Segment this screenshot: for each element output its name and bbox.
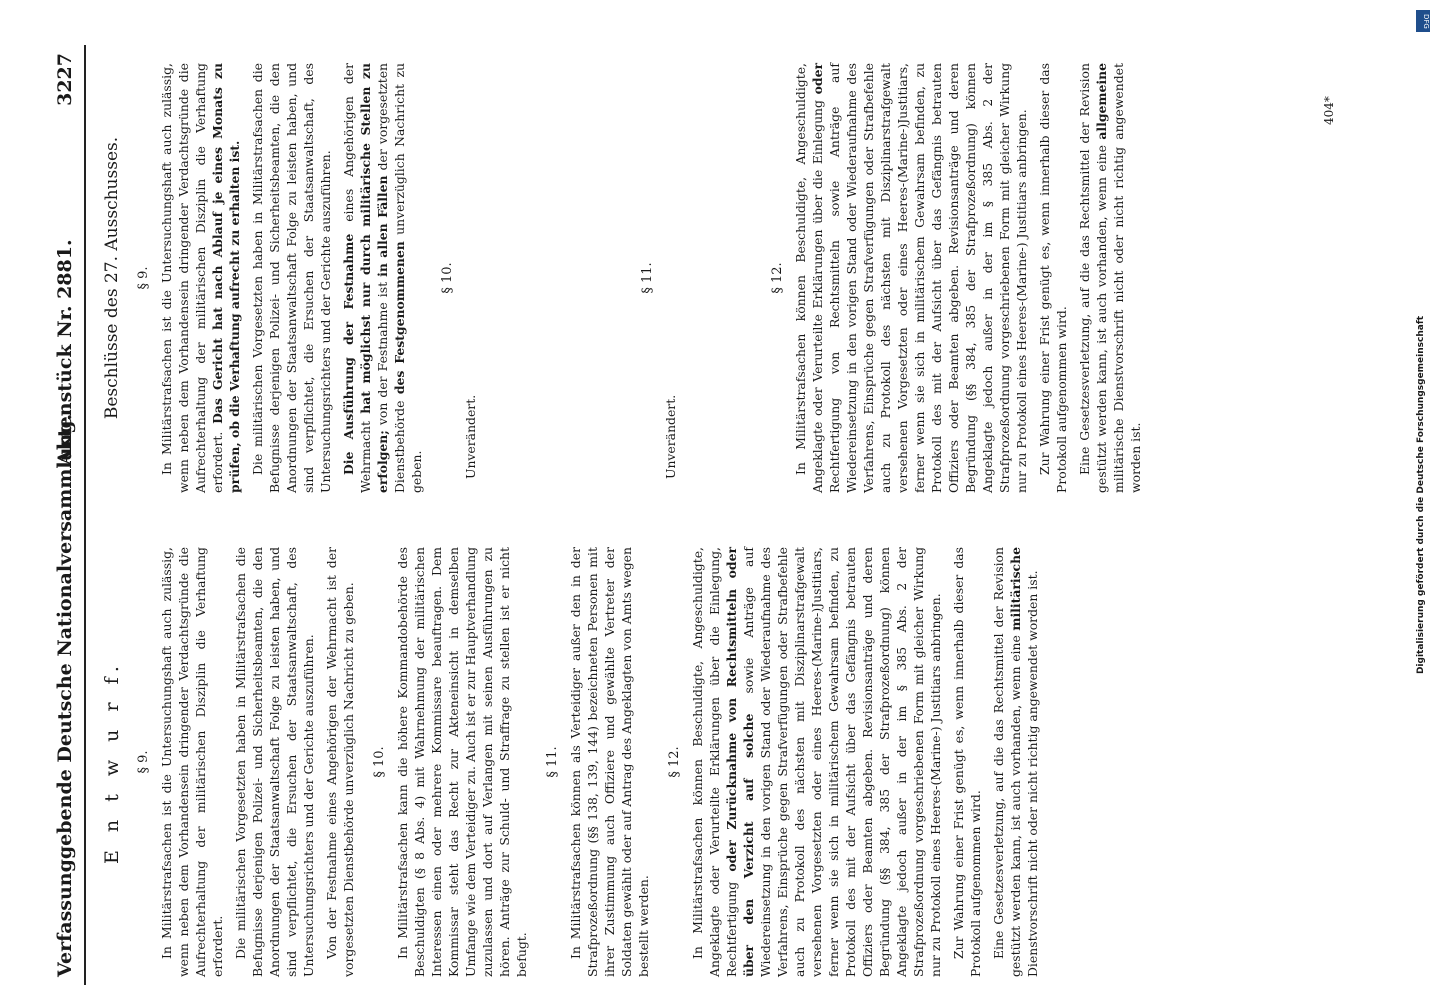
text-run: Dienstvorschrift nicht oder nicht richtig angewendet worden ist. [1025, 570, 1040, 977]
paragraph: Zur Wahrung einer Frist genügt es, wenn innerhalb dieser das Protokoll aufgenommen wird. [1037, 63, 1069, 493]
text-run: eines Angehörigen der Wehrmacht [341, 62, 373, 493]
paragraph [689, 547, 944, 977]
sheet-signature: 404* [1322, 96, 1336, 125]
paragraph: In Militärstrafsachen ist die Untersuchungshaft auch zulässig, wenn neben dem Vorhandensein dringender Verdachtsgründe die Aufrechterhaltung der militärischen Disziplin die Verhaftung erfordert. [159, 547, 225, 977]
emphasis-text: Die Ausführung der Festnahme [341, 233, 356, 475]
paragraph: Von der Festnahme eines Angehörigen der Wehrmacht ist der vorgesetzten Dienstbehörde unverzüglich Nachricht zu geben. [324, 547, 356, 977]
header-title: Verfassunggebende Deutsche Nationalversammlung. [54, 413, 76, 977]
emphasis-text: hat möglichst nur durch militärische Stellen zu erfolgen; [358, 63, 390, 493]
section-heading-11: § 11. [545, 746, 560, 778]
paragraph: Zur Wahrung einer Frist genügt es, wenn innerhalb dieser das Protokoll aufgenommen wird. [951, 547, 983, 977]
paragraph [158, 63, 243, 493]
emphasis-text: in allen Fällen [375, 175, 390, 277]
text-run: Eine Gesetzesverletzung, auf die das Rechtsmittel der Revision gestützt werden kann, ist auch vorhanden, wenn eine [991, 547, 1023, 977]
draft-column [98, 547, 1047, 977]
text-run: In Militärstrafsachen ist die Untersuchungshaft auch zulässig, wenn neben dem Vorhandensein dringender Verdachtsgründe die Aufrechterhaltung der militärischen Disziplin die Verhaftung erfordert. [159, 63, 225, 493]
paragraph: In Militärstrafsachen kann die höhere Kommandobehörde des Beschuldigten (§ 8 Abs. 4) mit Wahrnehmung der militärischen Interessen einen oder mehrere Kommissare beauftragen. Dem Kommissar steht das Recht zur Akteneinsicht in demselben Umfange wie dem Verteidiger zu. Auch ist er zur Hauptverhandlung zuzulassen und dort auf Verlangen mit seinen Ausführungen zu hören. Anträge zur Schuld- und Straffrage zu stellen ist er nicht befugt. [395, 547, 529, 977]
page-number: 3227 [54, 53, 76, 106]
text-run: In Militärstrafsachen können Beschuldigte, Angeschuldigte, Angeklagte oder Verurteilte Erklärungen über die Einlegung, Rechtfertigung [690, 547, 739, 977]
column-title-committee: Beschlüsse des 27. Ausschusses. [102, 136, 122, 420]
unchanged-note: Unverändert. [663, 394, 678, 479]
section-heading-12: § 12. [770, 262, 785, 294]
digitization-watermark [1416, 10, 1430, 995]
paragraph [990, 547, 1041, 977]
paragraph: Die militärischen Vorgesetzten haben in Militärstrafsachen die Befugnisse derjenigen Polizei- und Sicherheitsbeamten, die den Anordnungen der Staatsanwaltschaft Folge zu leisten haben, und sind verpflichtet, die Ersuchen der Staatsanwaltschaft, des Untersuchungsrichters und der Gerichte auszuführen. [233, 547, 316, 977]
section-heading-9: § 9. [136, 750, 151, 774]
section-heading-10: § 10. [372, 746, 387, 778]
section-heading-12: § 12. [667, 746, 682, 778]
emphasis-text: Das Gericht hat nach Ablauf je eines Monats zu prüfen, ob die Verhaftung aufrecht zu erhalten ist. [210, 63, 242, 493]
section-heading-10: § 10. [440, 262, 455, 294]
text-run: In Militärstrafsachen können Beschuldigte, Angeschuldigte, Angeklagte oder Verurteilte Erklärungen über die Einlegung [793, 63, 825, 493]
emphasis-text: oder [810, 63, 825, 95]
paragraph: In Militärstrafsachen können als Verteidiger außer den in der Strafprozeßordnung (§§ 138, 139, 144) bezeichneten Personen mit ihrer Zustimmung auch Offiziere und gewählte Vertreter der Soldaten gewählt oder auf Antrag des Angeklagten von Amts wegen bestellt werden. [568, 547, 651, 977]
text-run: von der Festnahme ist [375, 276, 390, 431]
emphasis-text: des Festgenommenen [392, 241, 407, 395]
section-heading-11: § 11. [640, 262, 655, 294]
unchanged-note: Unverändert. [463, 394, 478, 479]
paragraph [1076, 63, 1144, 493]
watermark-text: Digitalisierung gefördert durch die Deutsche Forschungsgemeinschaft [1416, 315, 1426, 675]
text-run: Eine Gesetzesverletzung, auf die das Rechtsmittel der Revision gestützt werden kann, ist auch vorhanden, wenn eine [1077, 63, 1109, 493]
committee-column [98, 63, 1150, 493]
page-header [50, 45, 86, 985]
column-title-draft: E n t w u r f. [101, 660, 123, 864]
emphasis-text: oder Zurücknahme von Rechtsmitteln oder über den Verzicht auf solche [724, 546, 756, 977]
emphasis-text: allgemeine [1094, 63, 1109, 140]
dfg-logo: DFG [1416, 10, 1430, 32]
text-run: sowie Anträge auf Wiedereinsetzung in den vorigen Stand oder Wiederaufnahme des Verfahrens, Einsprüche gegen Strafverfügungen oder Strafbefehle auch zu Protokoll des nächsten mit Disziplinarstrafgewalt versehenen Vorgesetzten oder eines Heeres-(Marine-)Justitiars, ferner wenn sie sich in militärischem Gewahrsam befinden, zu Protokoll des mit der Aufsicht über das Gefängnis betrauten Offiziers oder Beamten abgeben. Revisionsanträge und deren Begründung (§§ 384, 385 der Strafprozeßordnung) können Angeklagte jedoch außer in der im § 385 Abs. 2 der Strafprozeßordnung vorgeschriebenen Form mit gleicher Wirkung nur zu Protokoll eines Heeres-(Marine-) Justitiars anbringen. [741, 547, 943, 977]
section-heading-9: § 9. [136, 266, 151, 290]
document-page [50, 45, 1380, 985]
text-run: der vorgesetzten Dienstbehörde [375, 62, 407, 493]
text-run: unverzüglich Nachricht zu geben. [392, 63, 424, 493]
paragraph [340, 63, 425, 493]
paragraph: Die militärischen Vorgesetzten haben in Militärstrafsachen die Befugnisse derjenigen Polizei- und Sicherheitsbeamten, die den Anordnungen der Staatsanwaltschaft Folge zu leisten haben, und sind verpflichtet, die Ersuchen der Staatsanwaltschaft, des Untersuchungsrichters und der Gerichte auszuführen. [250, 63, 333, 493]
emphasis-text: militärische [1008, 547, 1023, 631]
header-document-number: Aktenstück Nr. 2881. [54, 239, 76, 465]
text-run: Rechtfertigung von Rechtsmitteln sowie Anträge auf Wiedereinsetzung in den vorigen Stand oder Wiederaufnahme des Verfahrens, Einsprüche gegen Strafverfügungen oder Strafbefehle auch zu Protokoll des nächsten mit Disziplinarstrafgewalt versehenen Vorgesetzten oder eines Heeres-(Marine-)Justitiars, ferner wenn sie sich in militärischem Gewahrsam befinden, zu Protokoll des mit der Aufsicht über das Gefängnis betrauten Offiziers oder Beamten abgeben. Revisionsanträge und deren Begründung (§§ 384, 385 der Strafprozeßordnung) können Angeklagte jedoch außer in der im § 385 Abs. 2 der Strafprozeßordnung vorgeschriebenen Form mit gleicher Wirkung nur zu Protokoll eines Heeres-(Marine-) Justitiars anbringen. [827, 63, 1029, 493]
text-run: militärische Dienstvorschrift nicht oder nicht richtig angewendet worden ist. [1111, 63, 1143, 493]
paragraph [792, 63, 1030, 493]
